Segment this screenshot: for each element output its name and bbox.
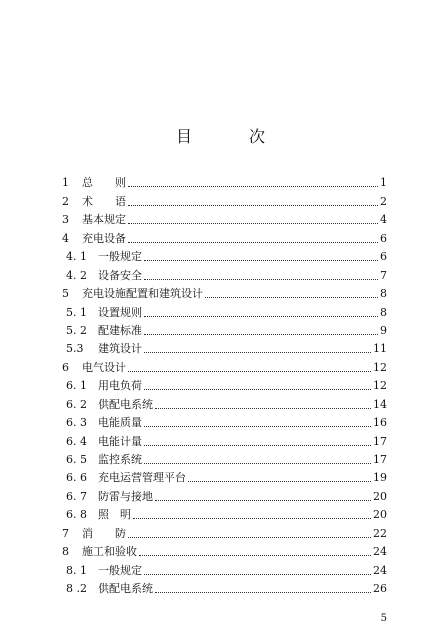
toc-entry-label: 用电负荷 (98, 379, 142, 393)
toc-entry-page: 26 (373, 582, 387, 596)
toc-entry-number: 4. 2 (66, 268, 87, 282)
toc-entry-label: 建筑设计 (98, 342, 142, 356)
dot-leader (133, 517, 371, 519)
toc-entry-page: 24 (373, 545, 387, 559)
toc-entry-number: 7 (62, 526, 69, 540)
toc-entry-page: 11 (373, 342, 387, 356)
page-title: 目 次 (175, 127, 292, 146)
page-number: 5 (380, 613, 387, 624)
toc-entry-page: 1 (380, 176, 387, 190)
dot-leader (144, 259, 378, 261)
toc-entry-label: 基本规定 (82, 213, 126, 227)
toc-entry-page: 20 (373, 508, 387, 522)
toc-entry-number: 5 (62, 287, 69, 301)
toc-entry-number: 4. 1 (66, 250, 87, 264)
toc-subentry (62, 504, 387, 522)
toc-entry-number: 6. 2 (66, 397, 87, 411)
toc-entry-number: 8 (62, 545, 69, 559)
toc-entry (62, 356, 387, 374)
toc-entry-number: 6 (62, 360, 69, 374)
toc-entry-label: 一般规定 (98, 563, 142, 577)
toc-entry-number: 3 (62, 213, 69, 227)
toc-entry-label: 电能计量 (98, 434, 142, 448)
toc-entry (62, 541, 387, 559)
toc-entry (62, 172, 387, 190)
toc-subentry (62, 578, 387, 596)
toc-entry-page: 6 (380, 231, 387, 245)
toc-entry-number: 6. 6 (66, 471, 87, 485)
toc-subentry (62, 467, 387, 485)
toc-entry-number: 5. 1 (66, 305, 87, 319)
toc-entry (62, 522, 387, 540)
dot-leader (188, 480, 371, 482)
toc-entry-page: 19 (373, 471, 387, 485)
toc-subentry (62, 393, 387, 411)
toc-entry-label: 消 防 (82, 526, 126, 540)
toc-entry-page: 6 (380, 250, 387, 264)
toc-subentry (62, 301, 387, 319)
toc-entry-label: 供配电系统 (98, 397, 153, 411)
toc-entry-page: 17 (373, 453, 387, 466)
toc-entry-page: 20 (373, 489, 387, 503)
toc-entry-number: 8. 1 (66, 563, 87, 577)
dot-leader (128, 241, 378, 243)
toc-entry-page: 22 (373, 526, 387, 540)
dot-leader (155, 499, 371, 501)
toc-subentry (62, 449, 387, 467)
toc-entry-number: 8 .2 (66, 582, 87, 596)
toc-entry-label: 术 语 (82, 194, 126, 208)
toc-entry-page: 24 (373, 563, 387, 577)
toc-entry (62, 190, 387, 208)
toc-entry-label: 总 则 (82, 176, 126, 190)
toc-subentry (62, 412, 387, 430)
dot-leader (144, 388, 371, 390)
dot-leader (139, 554, 371, 556)
toc-entry-label: 充电设施配置和建筑设计 (82, 287, 203, 301)
toc-entry-page: 2 (380, 194, 387, 208)
toc-entry-number: 5. 2 (66, 323, 87, 337)
toc-entry-page: 17 (373, 434, 387, 448)
toc-entry-page: 14 (373, 397, 387, 411)
toc-entry-number: 1 (62, 176, 69, 190)
toc-entry-page: 16 (373, 416, 387, 430)
toc-entry-label: 设备安全 (98, 268, 142, 282)
dot-leader (144, 351, 371, 353)
toc-entry-label: 照 明 (98, 508, 131, 522)
toc-subentry (62, 559, 387, 577)
toc-subentry (62, 338, 387, 356)
dot-leader (155, 407, 371, 409)
dot-leader (144, 425, 371, 427)
toc-entry-number: 2 (62, 194, 69, 208)
toc-subentry (62, 375, 387, 393)
toc-subentry (62, 264, 387, 282)
toc-entry-label: 施工和验收 (82, 545, 137, 559)
toc-entry-number: 6. 4 (66, 434, 87, 448)
toc-entry-label: 一般规定 (98, 250, 142, 264)
toc-entry-label: 充电运营管理平台 (98, 471, 186, 485)
dot-leader (144, 462, 371, 464)
toc-entry-label: 配建标准 (98, 323, 142, 337)
toc-subentry (62, 485, 387, 503)
dot-leader (155, 591, 371, 593)
dot-leader (144, 444, 371, 446)
toc-subentry (62, 320, 387, 338)
dot-leader (128, 370, 371, 372)
dot-leader (128, 185, 378, 187)
toc-entry-label: 设置规则 (98, 305, 142, 319)
toc-entry-label: 防雷与接地 (98, 489, 153, 503)
toc-entry-page: 12 (373, 360, 387, 374)
toc-entry-label: 监控系统 (98, 453, 142, 466)
dot-leader (144, 278, 378, 280)
toc-entry-page: 4 (380, 213, 387, 227)
dot-leader (144, 333, 378, 335)
dot-leader (205, 296, 378, 298)
toc-entry (62, 227, 387, 245)
toc-entry-label: 电能质量 (98, 416, 142, 430)
toc-entry-number: 6. 3 (66, 416, 87, 430)
toc-entry-number: 6. 1 (66, 379, 87, 393)
toc-entry-label: 供配电系统 (98, 582, 153, 596)
toc-entry-page: 8 (380, 305, 387, 319)
toc-entry-label: 电气设计 (82, 360, 126, 374)
toc-entry-number: 6. 7 (66, 489, 87, 503)
toc-entry-page: 8 (380, 287, 387, 301)
toc-entry-label: 充电设备 (82, 231, 126, 245)
dot-leader (128, 222, 378, 224)
dot-leader (128, 536, 371, 538)
toc-entry-number: 4 (62, 231, 69, 245)
toc-subentry (62, 430, 387, 448)
table-of-contents (62, 172, 387, 596)
toc-entry-number: 5.3 (66, 342, 84, 356)
toc-entry-page: 12 (373, 379, 387, 393)
toc-entry-number: 6. 8 (66, 508, 87, 522)
toc-entry-page: 7 (380, 268, 387, 282)
toc-entry-number: 6. 5 (66, 453, 87, 466)
dot-leader (144, 573, 371, 575)
toc-subentry (62, 246, 387, 264)
dot-leader (128, 204, 378, 206)
toc-entry (62, 283, 387, 301)
dot-leader (144, 315, 378, 317)
toc-entry-page: 9 (380, 323, 387, 337)
toc-entry (62, 209, 387, 227)
